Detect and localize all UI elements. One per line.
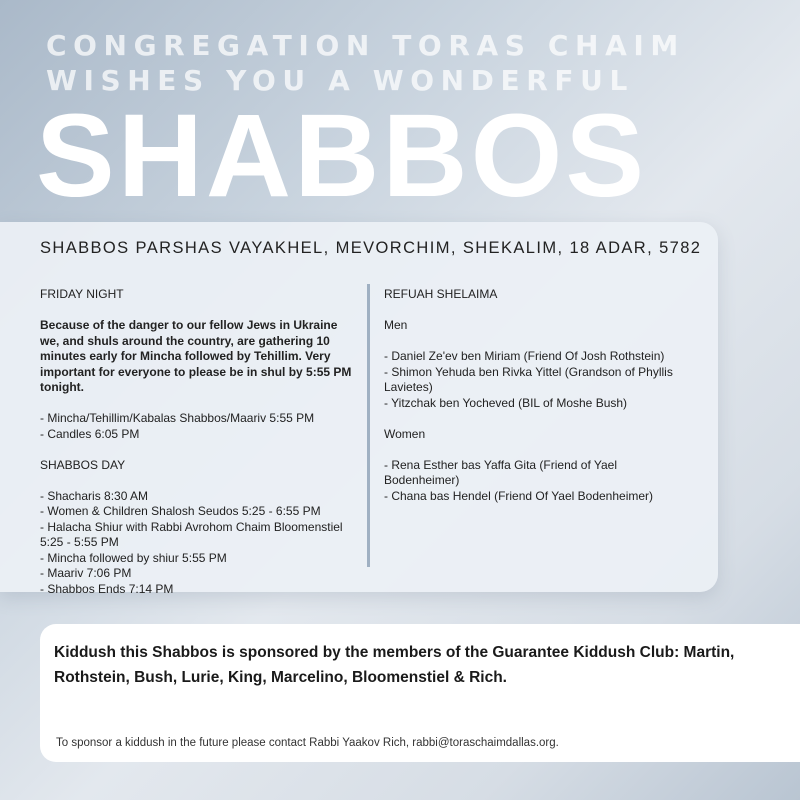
list-item: - Rena Esther bas Yaffa Gita (Friend of Yael Bodenheimer) (384, 457, 618, 487)
header-line-1: CONGREGATION TORAS CHAIM (46, 29, 685, 62)
list-item: - Shimon Yehuda ben Rivka Yittel (Grandson of Phyllis Lavietes) (384, 364, 673, 394)
list-item: - Women & Children Shalosh Seudos 5:25 - 6:55 PM (40, 504, 321, 518)
list-item: - Yitzchak ben Yocheved (BIL of Moshe Bush) (384, 395, 628, 410)
list-item: - Mincha/Tehillim/Kabalas Shabbos/Maariv 5:55 PM (40, 411, 315, 425)
parsha-subtitle: SHABBOS PARSHAS VAYAKHEL, MEVORCHIM, SHEKALIM, 18 ADAR, 5782 (40, 239, 702, 257)
kiddush-contact: To sponsor a kiddush in the future please contact Rabbi Yaakov Rich, rabbi@toraschaimdallas.org. (56, 737, 559, 749)
left-column (40, 287, 358, 597)
women-label: Women (384, 426, 426, 441)
friday-heading: FRIDAY NIGHT (40, 287, 124, 301)
list-item: - Halacha Shiur with Rabbi Avrohom Chaim Bloomenstiel 5:25 - 5:55 PM (40, 519, 343, 549)
men-label: Men (384, 318, 408, 332)
ukraine-notice: Because of the danger to our fellow Jews in Ukraine we, and shuls around the country, are gathering 10 minutes early for Mincha followed by Tehillim. Very important for everyone to please be in shul by 5:55 PM tonight. (40, 318, 352, 394)
header-line-2: WISHES YOU A WONDERFUL (46, 64, 634, 97)
list-item: - Candles 6:05 PM (40, 426, 140, 441)
right-column (384, 287, 684, 504)
list-item: - Shabbos Ends 7:14 PM (40, 581, 174, 596)
shabbos-day-heading: SHABBOS DAY (40, 457, 126, 472)
refuah-heading: REFUAH SHELAIMA (384, 287, 498, 301)
column-divider (367, 284, 370, 567)
list-item: - Shacharis 8:30 AM (40, 488, 149, 503)
list-item: - Daniel Ze'ev ben Miriam (Friend Of Josh Rothstein) (384, 349, 665, 363)
list-item: - Mincha followed by shiur 5:55 PM (40, 550, 227, 565)
shabbos-title: SHABBOS (36, 90, 648, 222)
kiddush-text: Kiddush this Shabbos is sponsored by the members of the Guarantee Kiddush Club: Martin, Rothstein, Bush, Lurie, King, Marcelino, Bloomenstiel & Rich. (54, 644, 735, 686)
list-item: - Chana bas Hendel (Friend Of Yael Bodenheimer) (384, 488, 654, 503)
list-item: - Maariv 7:06 PM (40, 566, 132, 580)
